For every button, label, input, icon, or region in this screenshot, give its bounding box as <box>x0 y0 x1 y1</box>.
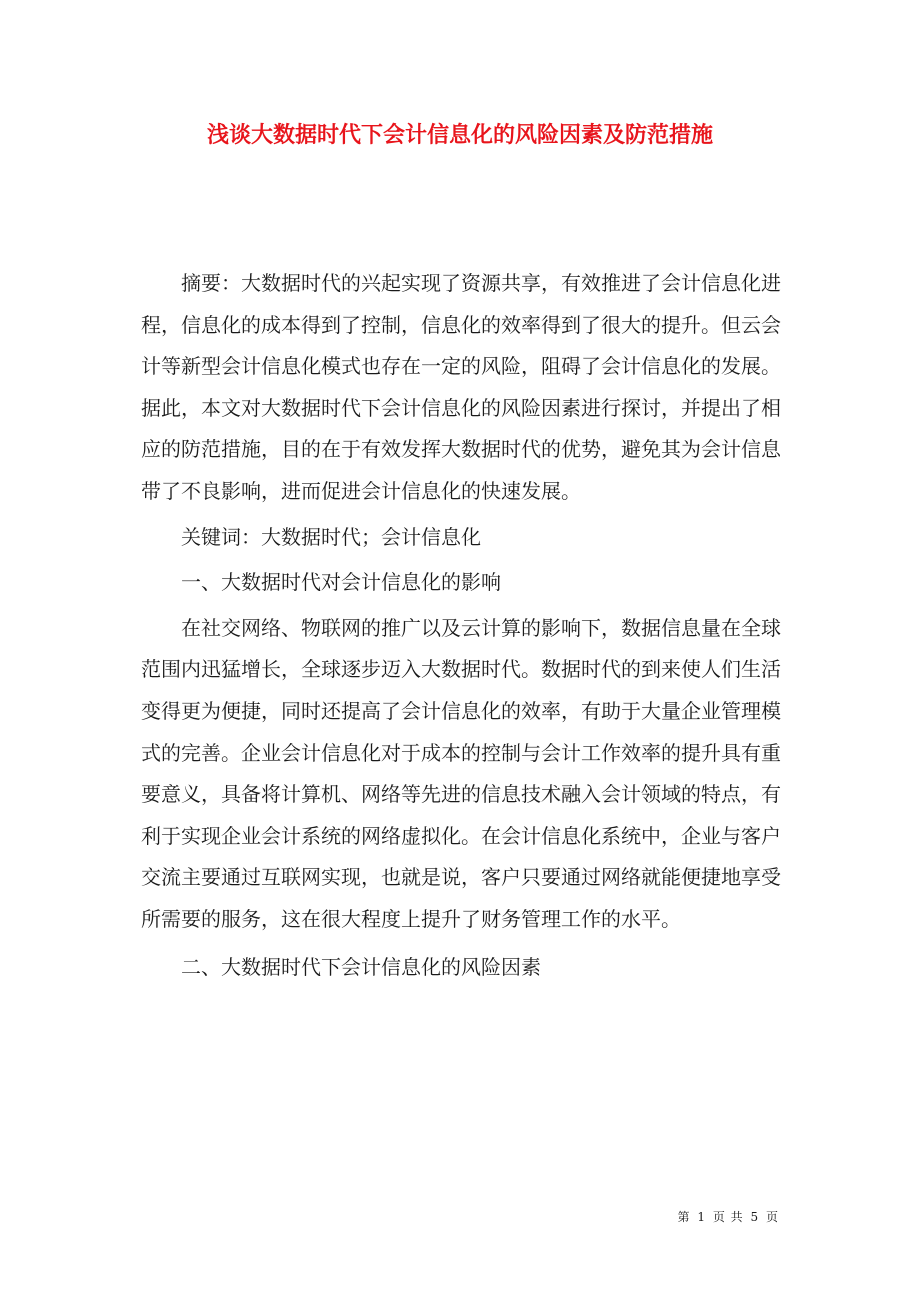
section-1-paragraph: 在社交网络、物联网的推广以及云计算的影响下，数据信息量在全球范围内迅猛增长，全球逐步迈入大数据时代。数据时代的到来使人们生活变得更为便捷，同时还提高了会计信息化的效率，有助于大量企业管理模式的完善。企业会计信息化对于成本的控制与会计工作效率的提升具有重要意义，具备将计算机、网络等先进的信息技术融入会计领域的特点，有利于实现企业会计系统的网络虚拟化。在会计信息化系统中，企业与客户交流主要通过互联网实现，也就是说，客户只要通过网络就能便捷地享受所需要的服务，这在很大程度上提升了财务管理工作的水平。 <box>141 615 781 931</box>
current-page-number: 1 <box>697 1210 707 1224</box>
section-heading-1: 一、大数据时代对会计信息化的影响 <box>181 570 501 595</box>
page-number-footer <box>677 1208 780 1226</box>
page-label-prefix: 第 <box>677 1210 691 1224</box>
document-body <box>141 263 781 988</box>
page-label-mid: 页 共 <box>712 1210 744 1224</box>
total-pages-number: 5 <box>750 1210 760 1224</box>
page-label-suffix: 页 <box>765 1210 779 1224</box>
document-title: 浅谈大数据时代下会计信息化的风险因素及防范措施 <box>206 122 713 148</box>
keywords-paragraph: 关键词：大数据时代；会计信息化 <box>181 524 481 549</box>
section-heading-2: 二、大数据时代下会计信息化的风险因素 <box>181 954 541 979</box>
abstract-paragraph: 摘要：大数据时代的兴起实现了资源共享，有效推进了会计信息化进程，信息化的成本得到了控制，信息化的效率得到了很大的提升。但云会计等新型会计信息化模式也存在一定的风险，阻碍了会计信息化的发展。据此，本文对大数据时代下会计信息化的风险因素进行探讨，并提出了相应的防范措施，目的在于有效发挥大数据时代的优势，避免其为会计信息带了不良影响，进而促进会计信息化的快速发展。 <box>141 271 781 503</box>
